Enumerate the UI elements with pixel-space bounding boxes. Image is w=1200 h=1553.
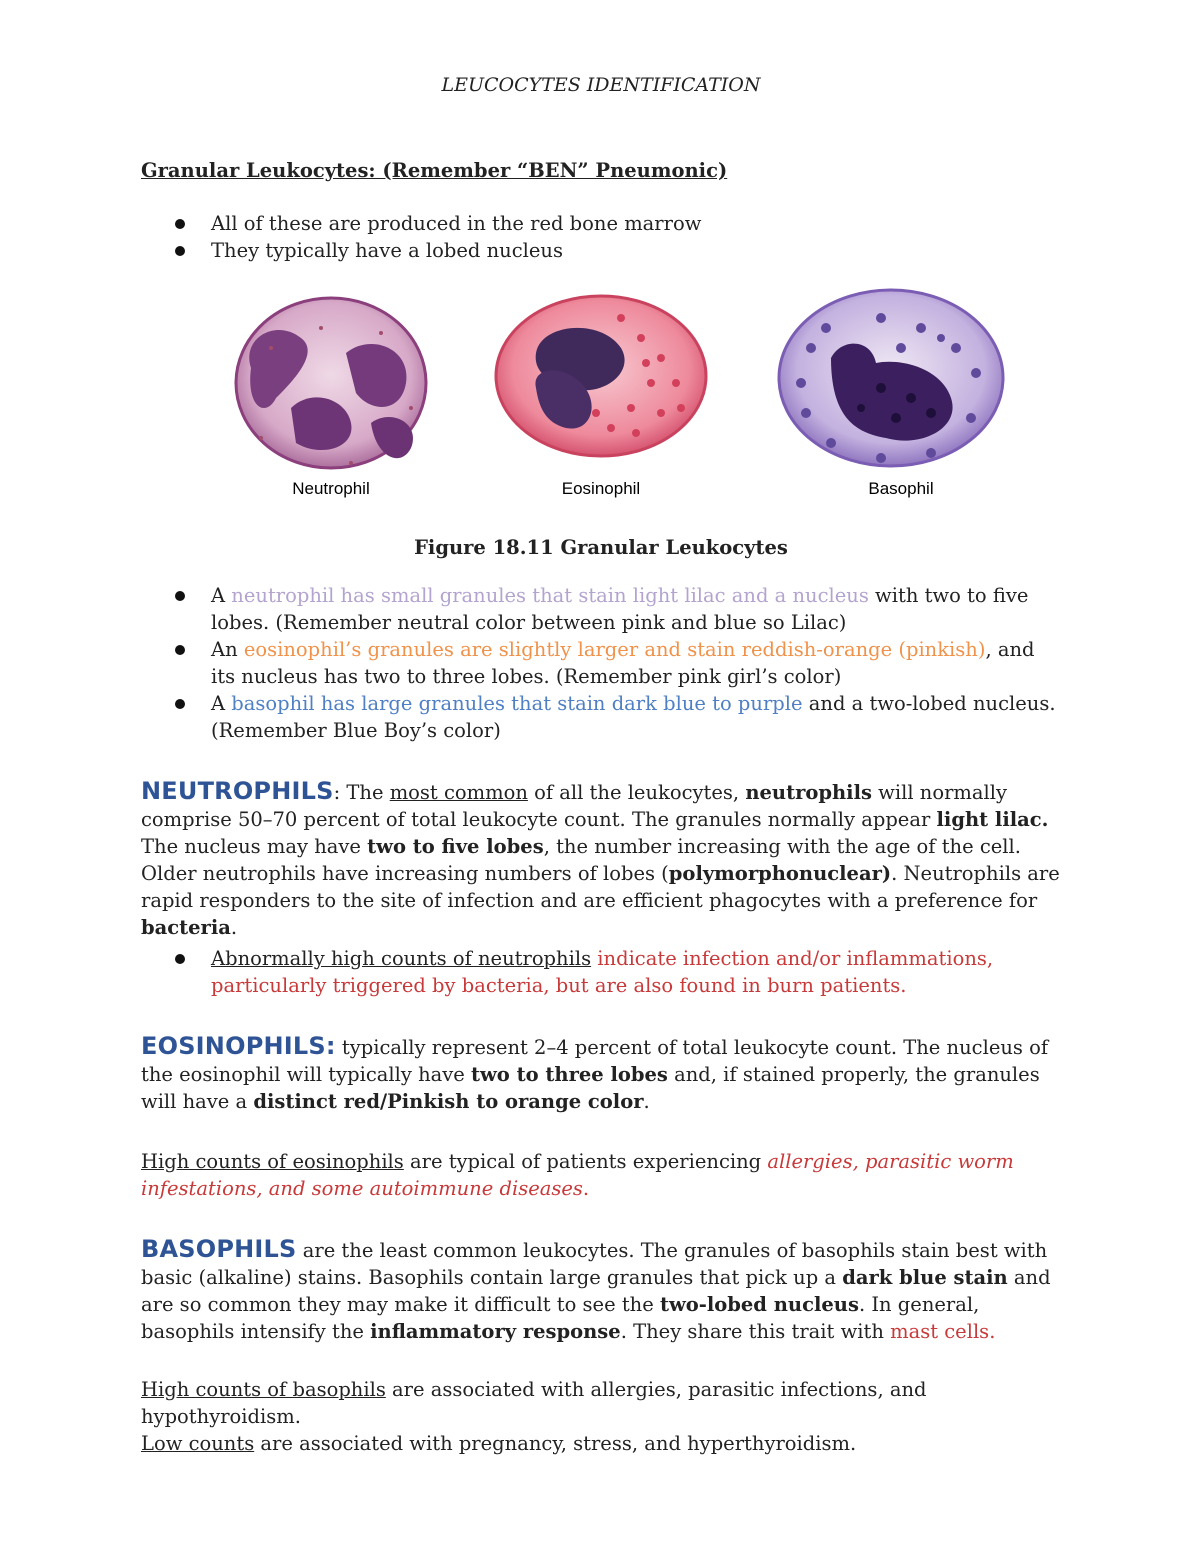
list-item: Abnormally high counts of neutrophils indicate infection and/or inflammations, particularly triggered by bacteria, but are also found in burn patients. — [141, 945, 1061, 999]
page-title: LEUCOCYTES IDENTIFICATION — [441, 74, 761, 96]
basophils-high-counts: High counts of basophils are associated with allergies, parasitic infections, and hypothyroidism. — [141, 1378, 927, 1428]
bullet-icon — [175, 645, 185, 655]
basophils-counts — [141, 1376, 1061, 1457]
granular-heading: Granular Leukocytes: (Remember “BEN” Pneumonic) — [141, 159, 728, 182]
neutrophils-section: NEUTROPHILS: The most common of all the leukocytes, neutrophils will normally comprise 50–70 percent of total leukocyte count. The granules normally appear light lilac. The nucleus may have two to five lobes, the number increasing with the age of the cell. Older neutrophils have increasing numbers of lobes (polymorphonuclear). Neutrophils are rapid responders to the site of infection and are efficient phagocytes with a preference for bacteria. — [141, 777, 1060, 939]
list-item: All of these are produced in the red bone marrow — [141, 210, 1061, 237]
basophils-heading: BASOPHILS — [141, 1235, 297, 1263]
intro-bullet-list — [141, 210, 1061, 264]
basophil-cell-icon — [779, 290, 1003, 466]
list-item: A neutrophil has small granules that stain light lilac and a nucleus with two to five lobes. (Remember neutral color between pink and blue so Lilac) — [141, 582, 1061, 636]
neutrophils-heading: NEUTROPHILS — [141, 777, 334, 805]
neutrophils-bullet-list — [141, 945, 1061, 999]
bullet-icon — [175, 591, 185, 601]
bullet-icon — [175, 699, 185, 709]
eosinophils-section: EOSINOPHILS: typically represent 2–4 percent of total leukocyte count. The nucleus of the eosinophil will typically have two to three lobes and, if stained properly, the granules will have a distinct red/Pinkish to orange color. — [141, 1032, 1049, 1113]
basophils-low-counts: Low counts are associated with pregnancy, stress, and hyperthyroidism. — [141, 1432, 857, 1455]
eosinophils-heading: EOSINOPHILS: — [141, 1032, 336, 1060]
granular-leukocytes-figure — [181, 288, 1021, 508]
bullet-icon — [175, 954, 185, 964]
bullet-icon — [175, 246, 185, 256]
neutrophil-cell-icon — [236, 298, 426, 468]
eosinophils-high-counts: High counts of eosinophils are typical of patients experiencing allergies, parasitic worm infestations, and some autoimmune diseases. — [141, 1150, 1014, 1200]
list-item: A basophil has large granules that stain dark blue to purple and a two-lobed nucleus. (Remember Blue Boy’s color) — [141, 690, 1061, 744]
basophils-section: BASOPHILS are the least common leukocytes. The granules of basophils stain best with basic (alkaline) stains. Basophils contain large granules that pick up a dark blue stain and are so common they may make it difficult to see the two-lobed nucleus. In general, basophils intensify the inflammatory response. They share this trait with mast cells. — [141, 1235, 1051, 1343]
eosinophil-cell-icon — [496, 296, 706, 456]
bullet-icon — [175, 219, 185, 229]
neutrophil-label: Neutrophil — [292, 479, 370, 498]
eosinophil-label: Eosinophil — [561, 479, 641, 498]
basophil-label: Basophil — [868, 479, 934, 498]
list-item: An eosinophil’s granules are slightly larger and stain reddish-orange (pinkish), and its nucleus has two to three lobes. (Remember pink girl’s color) — [141, 636, 1061, 690]
cell-bullet-list — [141, 582, 1061, 744]
list-item: They typically have a lobed nucleus — [141, 237, 1061, 264]
figure-caption: Figure 18.11 Granular Leukocytes — [414, 536, 788, 559]
